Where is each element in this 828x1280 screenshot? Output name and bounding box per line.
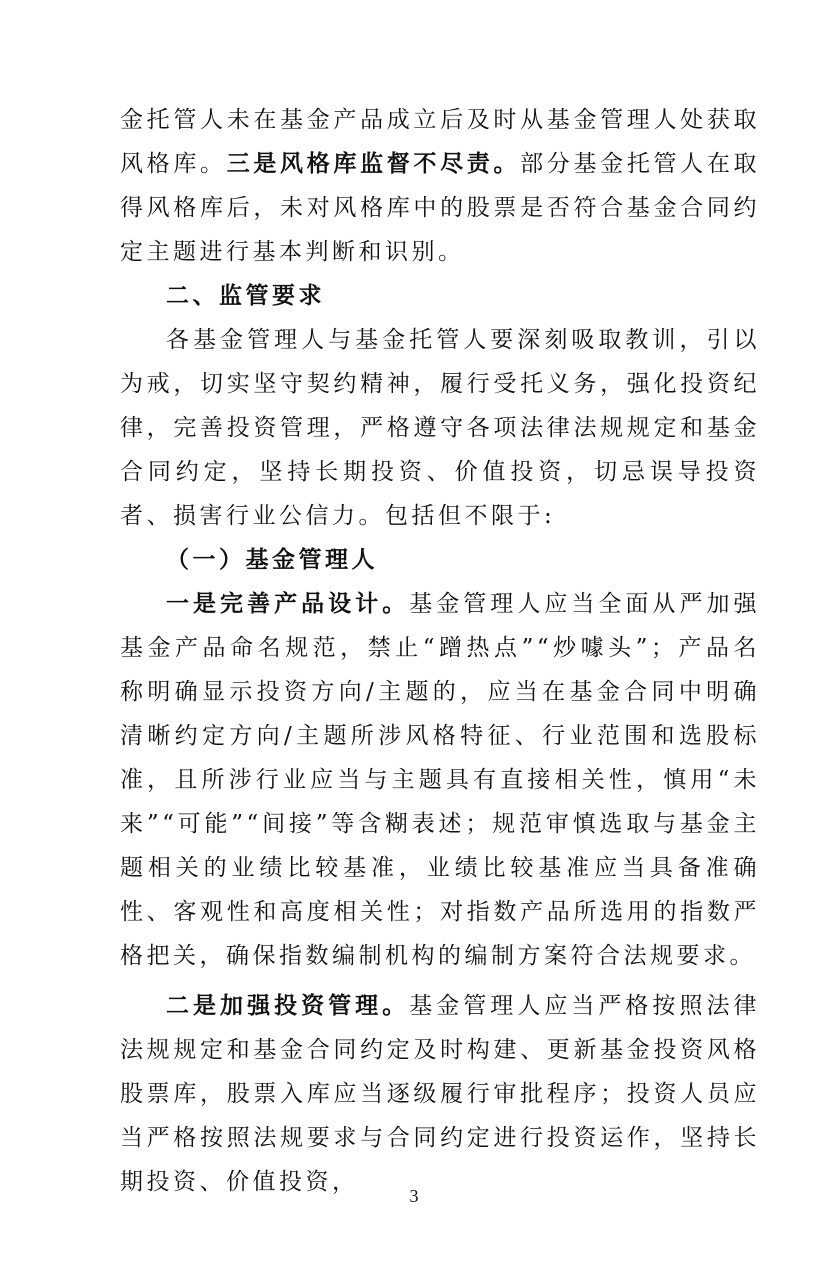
paragraph-text: 基金管理人应当严格按照法律法规规定和基金合同约定及时构建、更新基金投资风格股票库，股票入库应当逐级履行审批程序；投资人员应当严格按照法规要求与合同约定进行投资运作，坚持长期投资、价值投资， xyxy=(120,993,761,1195)
document-body xyxy=(120,98,760,1204)
page-number: 3 xyxy=(409,1186,419,1206)
paragraph-text: 基金管理人应当全面从严加强基金产品命名规范，禁止“蹭热点”“炒噱头”；产品名称明确显示投资方向/主题的，应当在基金合同中明确清晰约定方向/主题所涉风格特征、行业范围和选股标准，且所涉行业应当与主题具有直接相关性，慎用“未来”“可能”“间接”等含糊表述；规范审慎选取与基金主题相关的业绩比较基准，业绩比较基准应当具备准确性、客观性和高度相关性；对指数产品所选用的指数严格把关，确保指数编制机构的编制方案符合法规要求。 xyxy=(120,591,761,969)
paragraph-text: 部分基金托管人在取得风格库后，未对风格库中的股票是否符合基金合同约定主题进行基本判断和识别。 xyxy=(120,151,761,265)
bold-lead: 二是加强投资管理。 xyxy=(166,992,410,1019)
paragraph-text: 金托管人未在基金产品成立后及时从基金管理人处获取风格库。 xyxy=(120,107,760,177)
paragraph-4 xyxy=(120,984,760,1204)
paragraph-2: 各基金管理人与基金托管人要深刻吸取教训，引以为戒，切实坚守契约精神，履行受托义务，强化投资纪律，完善投资管理，严格遵守各项法律法规规定和基金合同约定，坚持长期投资、价值投资，切忌误导投资者、损害行业公信力。包括但不限于: xyxy=(120,327,760,529)
bold-lead: 一是完善产品设计。 xyxy=(166,590,410,617)
paragraph-1 xyxy=(120,98,760,274)
bold-lead: 三是风格库监督不尽责。 xyxy=(226,150,521,177)
subsection-heading: （一）基金管理人 xyxy=(166,546,378,573)
paragraph-3 xyxy=(120,582,760,978)
section-heading: 二、监管要求 xyxy=(166,282,325,309)
